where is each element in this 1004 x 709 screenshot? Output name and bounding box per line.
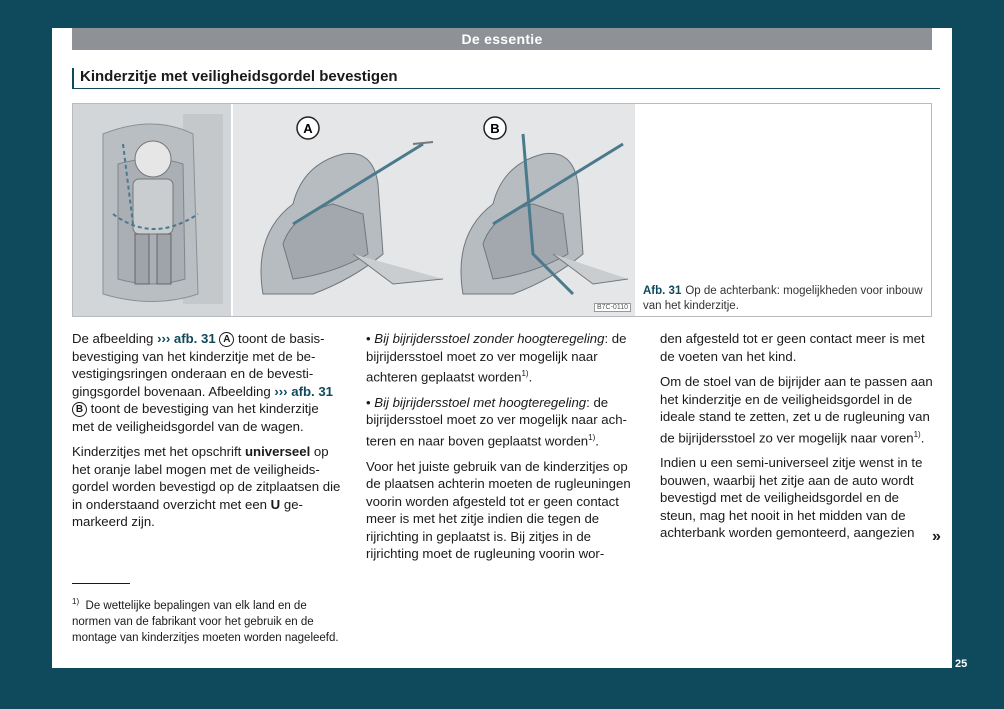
text-column-2	[366, 330, 638, 571]
text-column-3	[660, 330, 936, 550]
caption-text: Op de achterbank: mogelijkheden voor inbouw van het kinderzitje.	[643, 285, 923, 312]
footnote-divider	[72, 583, 130, 584]
paragraph: den afgesteld tot er geen contact meer is met de voeten van het kind.	[660, 331, 925, 364]
bullet-item: • Bij bijrijdersstoel zonder hoogteregeling: de bijrijdersstoel moet zo ver mogelijk naar achteren geplaatst worden$^{1)}$.	[366, 330, 638, 386]
paragraph: De afbeelding ››› afb. 31 A toont de basisbevestiging van het kinderzitje met de bevestigingsringen onderaan en de bevestigingsgordel bovenaan. Afbeelding ››› afb. 31 B toont de bevestiging van het kinderzitje met de veiligheidsgordel van de wagen.	[72, 331, 334, 434]
section-title: Kinderzitje met veiligheidsgordel bevestigen	[72, 68, 940, 89]
paragraph: Kinderzitjes met het opschrift universeel op het oranje label mogen met de veiligheidsgordel worden bevestigd op de zitplaatsen die in onderstaand overzicht met een U gemarkeerd zijn.	[72, 444, 341, 529]
continue-marker-icon: »	[932, 528, 941, 545]
chapter-banner: De essentie	[72, 28, 932, 50]
label-b: B	[490, 121, 500, 136]
circle-label-b: B	[72, 402, 87, 417]
text-column-1	[72, 330, 344, 539]
figure-31	[72, 103, 932, 317]
page-number: 25	[955, 658, 968, 670]
footnote: $^{1)}$ De wettelijke bepalingen van elk land en de normen van de fabrikant voor het gebruik en de montage van kinderzitjes moeten worden nageleefd.	[72, 597, 339, 644]
caption-label: Afb. 31	[643, 285, 682, 297]
child-seat-front-illustration	[73, 104, 231, 316]
label-a: A	[303, 121, 313, 136]
child-seat-side-illustrations	[233, 104, 635, 316]
manual-page	[52, 28, 952, 668]
paragraph: Voor het juiste gebruik van de kinderzitjes op de plaatsen achterin moeten de rugleuningen voorin worden afgesteld tot er geen contact meer is met het zitje indien die tegen de rijrichting in geplaatst is. Bij zitjes in de rijrichting moet de rugleuning voorin wor-	[366, 458, 631, 562]
figure-caption	[643, 284, 927, 314]
figure-reference-link[interactable]: ››› afb. 31	[274, 383, 334, 399]
paragraph: Om de stoel van de bijrijder aan te passen aan het kinderzitje en de veiligheidsgordel in de ideale stand te zetten, zet u de rugleuning van de bijrijdersstoel zo ver mogelijk naar voren$^{1)}$.	[660, 374, 933, 445]
figure-reference-link[interactable]: ››› afb. 31	[157, 331, 216, 346]
bullet-item: • Bij bijrijdersstoel met hoogteregeling: de bijrijdersstoel moet zo ver mogelijk naar achteren en naar boven geplaatst worden$^{1)}$.	[366, 394, 638, 450]
seat-mounting-drawings	[233, 104, 635, 316]
figure-code: B7C-0110	[594, 303, 631, 312]
circle-label-a: A	[219, 332, 234, 347]
paragraph: Indien u een semi-universeel zitje wenst in te bouwen, waarbij het zitje aan de auto wordt bevestigd met de veiligheidsgordel en de steun, mag het nooit in het midden van de achterbank worden gemonteerd, aangezien	[660, 455, 923, 541]
child-in-seat-drawing	[73, 104, 231, 316]
